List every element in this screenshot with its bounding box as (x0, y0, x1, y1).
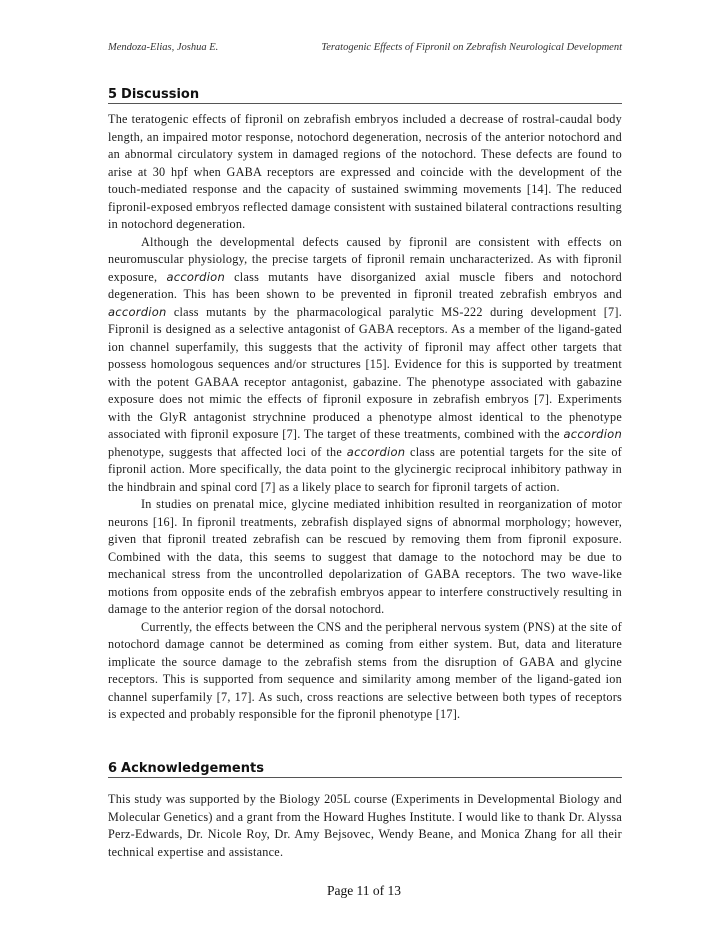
acknowledgements-body (108, 791, 622, 861)
emphasis-accordion: accordion (346, 444, 406, 459)
section-number: 6 (108, 761, 118, 776)
discussion-paragraph-2: Although the developmental defects caused by fipronil are consistent with effects on neuromuscular physiology, the precise targets of fipronil remain uncharacterized. As with fipronil exposure, accordion class mutants have disorganized axial muscle fibers and notochord degeneration. This has been shown to be prevented in fipronil treated zebrafish embryos and accordion class mutants by the pharmacological paralytic MS-222 during development [7]. Fipronil is designed as a selective antagonist of GABA receptors. As a member of the ligand-gated ion channel superfamily, this suggests that the activity of fipronil may affect other targets that possess homologous sequences and/or structures [15]. Evidence for this is supported by treatment with the potent GABAA receptor antagonist, gabazine. The phenotype associated with gabazine exposure does not mimic the effects of fipronil exposure in zebrafish embryos [7]. Experiments with the GlyR antagonist strychnine produced a phenotype almost identical to the phenotype associated with fipronil exposure [7]. The target of these treatments, combined with the accordion phenotype, suggests that affected loci of the accordion class are potential targets for the site of fipronil action. More specifically, the data point to the glycinergic reciprocal inhibitory pathway in the hindbrain and spinal cord [7] as a likely place to search for fipronil targets of action. (108, 234, 622, 494)
section-heading-discussion (108, 87, 622, 104)
emphasis-accordion: accordion (108, 304, 167, 319)
emphasis-accordion: accordion (166, 269, 225, 284)
header-author: Mendoza-Elias, Joshua E. (108, 42, 219, 53)
section-heading-acknowledgements (108, 761, 622, 778)
discussion-paragraph-3: In studies on prenatal mice, glycine mediated inhibition resulted in reorganization of motor neurons [16]. In fipronil treatments, zebrafish displayed signs of abnormal morphology; however, given that fipronil treated zebrafish can be rescued by removing them from fipronil exposure. Combined with the data, this seems to suggest that damage to the notochord may be due to mechanical stress from the uncontrolled depolarization of GABA receptors. The two wave-like motions from opposite ends of the zebrafish embryos appear to interfere constructively resulting in damage to the anterior region of the dorsal notochord. (108, 497, 622, 616)
discussion-body (108, 111, 622, 724)
header-title: Teratogenic Effects of Fipronil on Zebrafish Neurological Development (321, 42, 622, 53)
discussion-paragraph-4: Currently, the effects between the CNS and the peripheral nervous system (PNS) at the site of notochord damage cannot be determined as coming from either system. But, data and literature implicate the source damage to the zebrafish stems from the disruption of GABA and glycine receptors. This is supported from sequence and similarity among member of the ligand-gated ion channel superfamily [7, 17]. As such, cross reactions are selective between both types of receptors is expected and probably responsible for the fipronil phenotype [17]. (108, 619, 622, 721)
emphasis-accordion: accordion (563, 427, 622, 441)
section-title: Acknowledgements (121, 761, 264, 776)
page-number: Page 11 of 13 (326, 883, 402, 898)
section-number: 5 (108, 87, 118, 102)
acknowledgements-paragraph: This study was supported by the Biology 205L course (Experiments in Developmental Biology and Molecular Genetics) and a grant from the Howard Hughes Institute. I would like to thank Dr. Alyssa Perz-Edwards, Dr. Nicole Roy, Dr. Amy Bejsovec, Wendy Beane, and Monica Zhang for all their technical expertise and assistance. (108, 792, 622, 859)
section-title: Discussion (121, 87, 200, 102)
discussion-paragraph-1: The teratogenic effects of fipronil on zebrafish embryos included a decrease of rostral-caudal body length, an impaired motor response, notochord degeneration, necrosis of the anterior notochord and an abnormal circulatory system in damaged regions of the notochord. These defects are found to arise at 30 hpf when GABA receptors are expressed and coincide with the development of the touch-mediated response and the capacity of sustained swimming movements [14]. The reduced fipronil-exposed embryos reflected damage consistent with sustained bilateral contractions resulting in notochord degeneration. (108, 112, 622, 231)
